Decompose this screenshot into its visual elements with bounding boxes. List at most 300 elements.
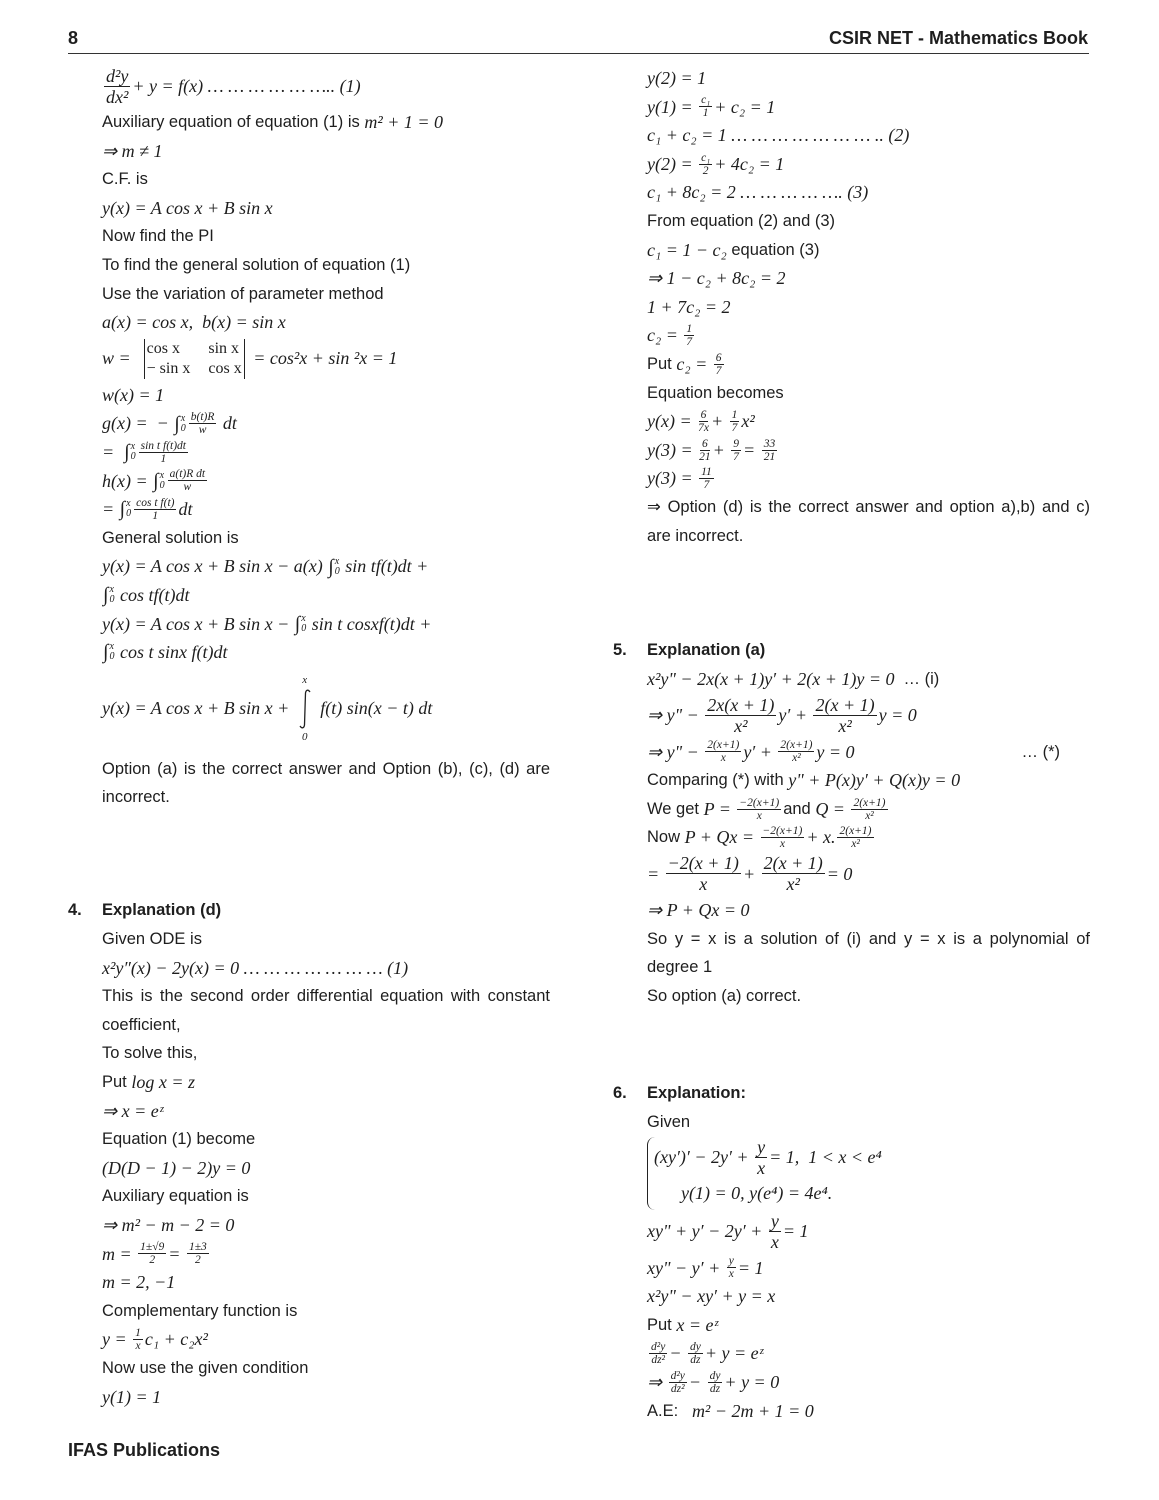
text: To find the general solution of equation (1) — [102, 255, 411, 274]
equation-line — [647, 464, 1090, 493]
limits — [301, 614, 306, 634]
integral — [174, 412, 185, 436]
upper-limit: x — [301, 612, 306, 624]
integral — [298, 674, 312, 744]
equation-line — [102, 1240, 550, 1269]
denominator: 7 — [733, 450, 740, 463]
text: Given — [647, 1113, 691, 1131]
math: xy" − y′ + — [647, 1257, 725, 1278]
math: x²y" − 2x(x + 1)y′ + 2(x + 1)y = 0 — [647, 669, 904, 689]
math: − — [688, 1371, 706, 1392]
text: General solution is — [102, 528, 239, 547]
equation-line — [102, 337, 550, 381]
equation-line — [102, 495, 550, 524]
equation-line — [102, 280, 550, 309]
book-title: CSIR NET - Mathematics Book — [828, 28, 1088, 48]
left-intro — [102, 64, 550, 812]
numerator: a(t)R dt — [169, 468, 206, 481]
lower-limit: 0 — [180, 422, 186, 434]
math: ⇒ m² − m − 2 = 0 — [102, 1214, 235, 1235]
math: h(x) = — [102, 470, 153, 491]
denominator: 7 — [703, 479, 710, 492]
equation-line — [102, 1297, 550, 1326]
math: f(t) sin(x − t) dt — [315, 698, 433, 719]
text: equation (3) — [726, 240, 820, 259]
equation-line — [102, 1383, 550, 1412]
upper-limit: x — [126, 498, 131, 510]
text: From equation (2) and (3) — [647, 211, 836, 230]
numerator: d²y — [651, 1341, 666, 1354]
equation-line — [102, 467, 550, 496]
numerator: y — [770, 1211, 779, 1232]
text: Equation (1) become — [102, 1130, 256, 1149]
denominator: 7 — [731, 421, 738, 434]
math: y(x) = — [647, 411, 697, 432]
math: P = — [703, 798, 736, 819]
fraction — [762, 438, 778, 463]
text: Use the variation of parameter method — [102, 284, 384, 303]
integral-sign: ∫ — [124, 441, 130, 464]
fraction — [139, 440, 188, 465]
math: = 1 — [782, 1221, 809, 1242]
equation-line — [647, 738, 1090, 767]
equation-system — [647, 1137, 882, 1210]
numerator: cos t f(t) — [136, 496, 175, 509]
equation-line — [102, 1125, 550, 1154]
equation-line — [647, 665, 1090, 694]
math: x²y″(x) − 2y(x) = 0 … … … … … … … (1) — [102, 957, 409, 978]
numerator: 2(x+1) — [853, 796, 886, 809]
equation-line — [647, 795, 1090, 824]
integral — [103, 640, 114, 664]
fraction — [761, 825, 805, 850]
equation-line — [647, 207, 1090, 236]
numerator: 2(x+1) — [780, 739, 813, 752]
text: Now — [647, 828, 685, 847]
math: x²y" − xy′ + y = x — [647, 1286, 776, 1307]
numerator: 2(x + 1) — [763, 853, 823, 874]
math: + c₂ = 1 — [714, 96, 776, 117]
denominator: x² — [838, 716, 852, 737]
upper-limit: x — [130, 441, 136, 453]
math: + — [742, 863, 760, 884]
math: + y = eᶻ — [704, 1343, 763, 1364]
math: w = — [102, 348, 140, 369]
numerator: −2(x+1) — [739, 796, 780, 809]
math: y′ + — [743, 741, 777, 762]
equation-line — [647, 766, 1090, 795]
denominator: 2 — [702, 164, 709, 177]
math: sin tf(t)dt + — [340, 556, 429, 577]
fraction — [705, 695, 776, 736]
math: cos tf(t)dt — [115, 584, 190, 605]
integral — [124, 440, 135, 464]
equation-line — [647, 823, 1090, 852]
math: y = 0 — [878, 705, 917, 726]
equation-line — [102, 1039, 550, 1068]
fraction — [727, 1255, 736, 1280]
math: = — [102, 441, 124, 462]
section-number: 6. — [613, 1084, 627, 1102]
determinant — [144, 339, 245, 379]
section-title: Explanation: — [647, 1084, 747, 1102]
text: A.E: — [647, 1401, 692, 1420]
denominator: x — [135, 1340, 141, 1353]
fraction — [133, 1327, 143, 1352]
denominator: x² — [786, 874, 800, 895]
equation-line — [102, 610, 550, 639]
header-rule — [68, 53, 1089, 54]
math: ⇒ y" − — [647, 705, 704, 726]
limits — [109, 585, 114, 605]
denominator: 7 — [686, 336, 693, 349]
math: ⇒ 1 − c₂ + 8c₂ = 2 — [647, 268, 786, 289]
math: cos t sinx f(t)dt — [115, 642, 228, 663]
conclusion: ⇒ Option (d) is the correct answer and option a),b) and c) are incorrect. — [647, 497, 1090, 545]
denominator: 21 — [699, 450, 711, 463]
section-5 — [613, 636, 1090, 1010]
numerator: b(t)R — [190, 411, 215, 424]
upper-limit: x — [109, 584, 114, 596]
text: and — [783, 799, 816, 818]
lower-limit: 0 — [334, 565, 340, 577]
math: y′ + — [778, 705, 812, 726]
denominator: x — [756, 809, 762, 822]
equation-line — [102, 1268, 550, 1297]
math: dt — [178, 499, 193, 520]
math: (D(D − 1) − 2)y = 0 — [102, 1157, 251, 1178]
equation-line — [102, 251, 550, 280]
denominator: x² — [865, 809, 874, 822]
math: y(x) = A cos x + B sin x − — [102, 613, 294, 634]
integral-sign: ∫ — [153, 469, 159, 492]
math: x² — [741, 411, 755, 432]
denominator: 7 — [715, 364, 722, 377]
equation-line — [102, 1325, 550, 1354]
math: = — [168, 1243, 185, 1264]
denominator: 2 — [194, 1254, 201, 1267]
equation-line — [647, 1368, 1090, 1397]
integral — [295, 612, 306, 636]
fraction — [730, 409, 740, 434]
math: ⇒ y" − — [647, 741, 704, 762]
text: We get — [647, 799, 704, 818]
math: ⇒ x = eᶻ — [102, 1100, 164, 1121]
equation-line — [102, 438, 550, 467]
upper-limit: x — [302, 673, 308, 686]
equation-line — [647, 982, 1090, 1011]
footer-publisher: IFAS Publications — [68, 1440, 221, 1460]
lower-limit: 0 — [109, 651, 115, 663]
math: (xy′)′ − 2y′ + — [654, 1146, 754, 1167]
math: m = — [102, 1243, 137, 1264]
fraction — [684, 323, 694, 348]
lower-limit: 0 — [130, 451, 136, 463]
math: x = eᶻ — [676, 1314, 718, 1335]
math: xy" + y′ − 2y′ + — [647, 1221, 767, 1242]
math: sin t cosxf(t)dt + — [307, 613, 432, 634]
math: y(3) = — [647, 468, 698, 489]
denominator: x² — [734, 716, 748, 737]
equation-line — [102, 137, 550, 166]
integral — [153, 469, 164, 493]
text: Now find the PI — [102, 227, 214, 246]
equation-line — [647, 379, 1090, 408]
fraction — [813, 695, 876, 736]
equation-line — [647, 64, 1090, 93]
limits — [131, 442, 136, 462]
numerator: 9 — [733, 437, 740, 450]
limits — [109, 642, 114, 662]
text: Complementary function is — [102, 1301, 298, 1320]
denominator: dz² — [651, 1354, 665, 1367]
math: + — [712, 439, 730, 460]
upper-limit: x — [180, 412, 186, 424]
integral — [328, 555, 339, 579]
equation-line — [647, 1210, 1090, 1254]
math: a(x) = cos x, b(x) = sin x — [102, 312, 286, 333]
text: C.F. is — [102, 170, 148, 189]
denominator: x² — [792, 752, 801, 765]
math: = — [743, 439, 760, 460]
equation-line — [102, 381, 550, 410]
matrix-entry: − sin x — [146, 359, 191, 377]
equation-line — [647, 264, 1090, 293]
math: m = 2, −1 — [102, 1272, 176, 1293]
lower-limit: 0 — [109, 594, 115, 606]
math: c₁ + c₂x² — [144, 1329, 208, 1350]
denominator: x — [699, 874, 708, 895]
denominator: 21 — [763, 450, 776, 463]
math: c₁ + 8c₂ = 2 … … … … …. (3) — [647, 182, 869, 203]
math: c₂ = — [647, 325, 683, 346]
math: w(x) = 1 — [102, 384, 165, 405]
equation-line — [102, 108, 550, 137]
equation-line — [102, 524, 550, 553]
fraction — [698, 409, 709, 434]
lines — [647, 665, 1090, 1010]
numerator: 6 — [702, 437, 708, 450]
lines — [647, 1108, 1090, 1425]
denominator: x — [779, 838, 785, 851]
math: c₁ + c₂ = 1 … … … … … … … .. (2) — [647, 125, 910, 146]
equation-tag: … (*) — [1021, 742, 1060, 761]
integral-sign: ∫ — [294, 612, 301, 635]
integral — [103, 583, 114, 607]
fraction — [187, 1241, 209, 1266]
equation-line — [647, 293, 1090, 322]
text: To solve this, — [102, 1044, 198, 1063]
fraction — [755, 1137, 767, 1178]
equation-line — [647, 896, 1090, 925]
equation-line — [654, 1137, 882, 1178]
equation-line — [647, 93, 1090, 122]
math: y(2) = — [647, 153, 698, 174]
integral-sign: ∫ — [103, 584, 109, 607]
math: + — [710, 411, 728, 432]
matrix-entry: cos x — [146, 339, 180, 357]
equation-line — [647, 1339, 1090, 1368]
equation-line — [647, 178, 1090, 207]
equation-line — [647, 350, 1090, 379]
math: Q = — [815, 798, 850, 819]
equation-line — [647, 1108, 1090, 1137]
fraction — [138, 1241, 166, 1266]
numerator: 2x(x + 1) — [707, 695, 775, 716]
fraction — [699, 466, 714, 491]
equation-line — [647, 1254, 1090, 1283]
denominator: 7x — [698, 421, 709, 434]
denominator: w — [183, 481, 192, 494]
numerator: c₁ — [701, 94, 711, 107]
text: Equation becomes — [647, 383, 784, 402]
section-number: 4. — [68, 901, 82, 919]
denominator: 1 — [152, 509, 159, 522]
numerator: 2(x+1) — [839, 825, 872, 838]
math: + 4c₂ = 1 — [714, 153, 785, 174]
lines — [102, 925, 550, 1411]
fraction — [769, 1211, 781, 1252]
fraction — [762, 853, 825, 894]
lower-limit: 0 — [301, 730, 308, 743]
page-number: 8 — [68, 28, 79, 48]
fraction — [708, 1370, 723, 1395]
equation-line — [102, 1154, 550, 1183]
fraction — [134, 497, 176, 522]
matrix-entry: sin x — [208, 339, 240, 357]
section-number: 5. — [613, 641, 627, 659]
fraction — [851, 797, 887, 822]
fraction — [649, 1341, 667, 1366]
text: Comparing (*) with — [647, 771, 789, 790]
math: 1 + 7c₂ = 2 — [647, 296, 731, 317]
numerator: 1 — [686, 323, 693, 336]
fraction — [699, 94, 712, 119]
numerator: y — [757, 1136, 766, 1157]
math: m² + 1 = 0 — [364, 112, 444, 132]
denominator: x — [770, 1232, 779, 1253]
math: = — [647, 863, 664, 884]
fraction — [705, 739, 741, 764]
numerator: 6 — [715, 351, 722, 364]
text: Auxiliary equation of equation (1) is — [102, 113, 365, 131]
section-title: Explanation (d) — [102, 901, 222, 919]
math: = 1 — [737, 1257, 764, 1278]
equation-line — [102, 409, 550, 438]
numerator: dy — [709, 1369, 721, 1382]
equation-line — [102, 925, 550, 954]
section-title: Explanation (a) — [647, 641, 766, 659]
numerator: 33 — [763, 437, 776, 450]
equation-line — [102, 1182, 550, 1211]
numerator: dy — [689, 1341, 701, 1354]
upper-limit: x — [334, 555, 340, 567]
integral-sign: ∫ — [328, 555, 334, 578]
lines — [102, 64, 550, 751]
text: Put — [647, 1315, 677, 1334]
equation-line — [102, 1211, 550, 1240]
equation-line — [102, 638, 550, 667]
fraction — [714, 352, 724, 377]
equation-line — [102, 165, 550, 194]
equation-line — [647, 852, 1090, 896]
limits — [181, 414, 186, 434]
right-intro — [647, 64, 1090, 550]
fraction — [104, 66, 130, 107]
lower-limit: 0 — [301, 622, 307, 634]
lower-limit: 0 — [126, 508, 132, 520]
integral — [120, 497, 131, 521]
text: Put — [647, 354, 677, 373]
equation-line — [647, 1311, 1090, 1340]
text: Given ODE is — [102, 930, 202, 948]
fraction — [837, 825, 873, 850]
fraction — [778, 739, 814, 764]
limits — [126, 499, 131, 519]
denominator: x — [720, 752, 726, 765]
math: − — [669, 1343, 686, 1364]
equation-line — [647, 1397, 1090, 1426]
integral-sign: ∫ — [119, 498, 126, 521]
matrix-entry: cos x — [208, 359, 242, 377]
math: y(2) = 1 — [647, 68, 707, 88]
equation-line — [647, 436, 1090, 465]
fraction — [189, 411, 217, 436]
numerator: 1±√9 — [140, 1241, 165, 1254]
fraction — [688, 1341, 703, 1366]
text: Auxiliary equation is — [102, 1187, 249, 1206]
math: y(x) = A cos x + B sin x − a(x) — [102, 556, 328, 577]
equation-line — [647, 694, 1090, 738]
equation-line — [102, 1068, 550, 1097]
fraction — [699, 152, 712, 177]
denominator: x² — [851, 838, 860, 851]
fraction — [168, 468, 207, 493]
math: c₂ = — [676, 353, 712, 374]
equation-line — [102, 308, 550, 337]
integral-sign: ∫ — [103, 641, 109, 664]
numerator: −2(x + 1) — [667, 853, 739, 874]
equation-line — [102, 667, 550, 751]
math: y = — [102, 1329, 132, 1350]
denominator: x — [728, 1268, 734, 1281]
equation-line — [102, 552, 550, 581]
text: So option (a) correct. — [647, 986, 802, 1005]
math: P + Qx = — [684, 827, 759, 848]
fraction — [699, 438, 711, 463]
numerator: c₁ — [701, 151, 711, 164]
equation-line — [102, 194, 550, 223]
math: c₁ = 1 − c₂ — [647, 239, 727, 260]
numerator: d²y — [670, 1369, 685, 1382]
equation-line — [102, 1354, 550, 1383]
equation-line — [647, 150, 1090, 179]
numerator: 1±3 — [188, 1241, 207, 1254]
math: y(1) = — [647, 96, 698, 117]
equation-line — [102, 581, 550, 610]
equation-line — [647, 407, 1090, 436]
numerator: 2(x+1) — [707, 739, 740, 752]
denominator: x — [757, 1157, 766, 1178]
fraction — [731, 438, 741, 463]
lines — [647, 64, 1090, 493]
equation-line — [647, 236, 1090, 265]
paragraph: So y = x is a solution of (i) and y = x is a polynomial of degree 1 — [647, 929, 1090, 977]
equation-line — [647, 1282, 1090, 1311]
denominator: dz — [709, 1382, 721, 1395]
math: + x. — [806, 827, 836, 848]
equation-line — [102, 64, 550, 108]
